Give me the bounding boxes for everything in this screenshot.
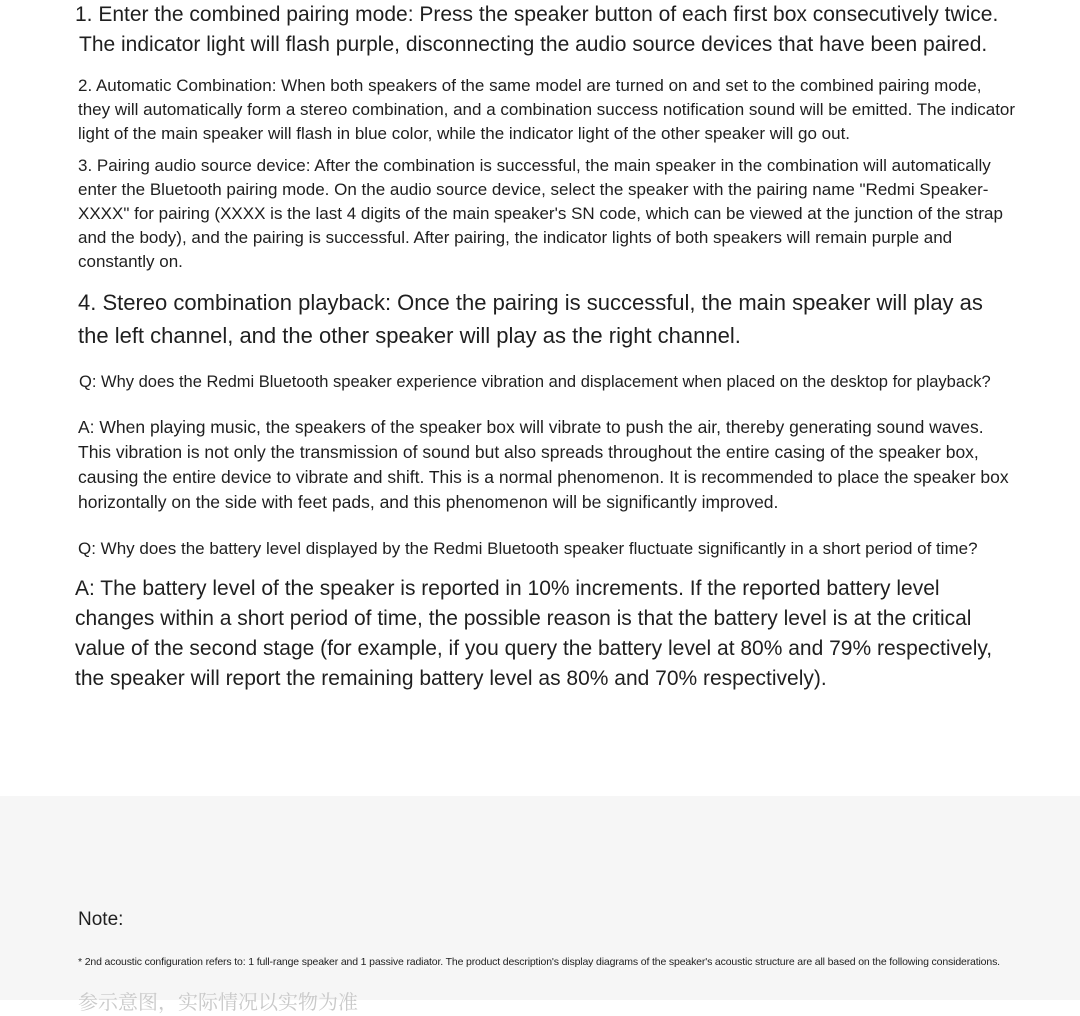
note-text: * 2nd acoustic configuration refers to: 1 full-range speaker and 1 passive radiator. The product description's display diagrams of the speaker's acoustic structure are all based on the following considerations. [78, 956, 1000, 968]
question-battery: Q: Why does the battery level displayed by the Redmi Bluetooth speaker fluctuate significantly in a short period of time? [78, 539, 978, 558]
step-2-text: 2. Automatic Combination: When both speakers of the same model are turned on and set to the combined pairing mode, they will automatically form a stereo combination, and a combination success notification sound will be emitted. The indicator light of the main speaker will flash in blue color, while the indicator light of the other speaker will go out. [78, 76, 1016, 143]
question-vibration: Q: Why does the Redmi Bluetooth speaker experience vibration and displacement when placed on the desktop for playback? [79, 373, 991, 391]
footer-cut-text: 参示意图，实际情况以实物为准 [78, 992, 358, 1014]
step-4-text: 4. Stereo combination playback: Once the pairing is successful, the main speaker will play as the left channel, and the other speaker will play as the right channel. [78, 290, 983, 348]
step-1-line-2: The indicator light will flash purple, disconnecting the audio source devices that have been paired. [79, 33, 988, 56]
answer-vibration: A: When playing music, the speakers of the speaker box will vibrate to push the air, thereby generating sound waves. This vibration is not only the transmission of sound but also spreads throughout the entire casing of the speaker box, causing the entire device to vibrate and shift. This is a normal phenomenon. It is recommended to place the speaker box horizontally on the side with feet pads, and this phenomenon will be significantly improved. [78, 417, 1009, 512]
step-1-text [75, 0, 1035, 60]
note-label: Note: [78, 909, 124, 930]
step-1-line-1: 1. Enter the combined pairing mode: Press the speaker button of each first box consecutively twice. [75, 3, 999, 26]
step-3-text: 3. Pairing audio source device: After the combination is successful, the main speaker in the combination will automatically enter the Bluetooth pairing mode. On the audio source device, select the speaker with the pairing name "Redmi Speaker-XXXX" for pairing (XXXX is the last 4 digits of the main speaker's SN code, which can be viewed at the junction of the strap and the body), and the pairing is successful. After pairing, the indicator lights of both speakers will remain purple and constantly on. [78, 156, 1003, 271]
answer-battery: A: The battery level of the speaker is reported in 10% increments. If the reported battery level changes within a short period of time, the possible reason is that the battery level is at the critical value of the second stage (for example, if you query the battery level at 80% and 79% respectively, the speaker will report the remaining battery level as 80% and 70% respectively). [75, 577, 993, 690]
